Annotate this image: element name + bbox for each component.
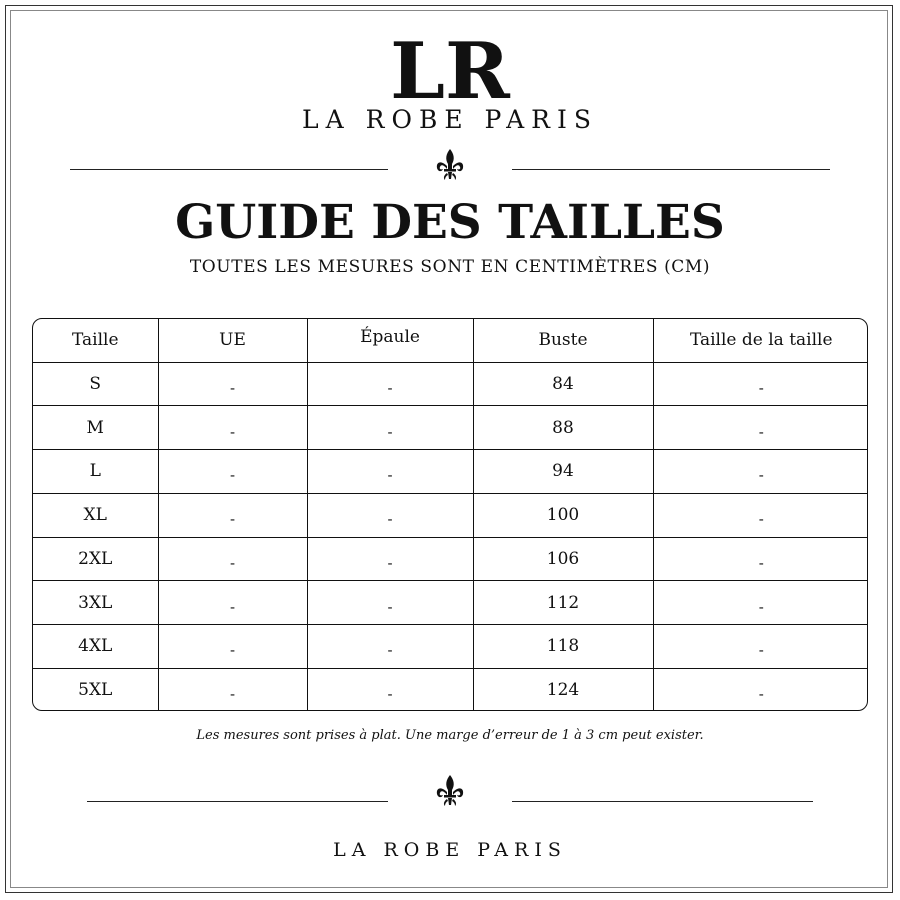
cell-eu: - (158, 668, 307, 711)
cell-size: M (33, 406, 158, 450)
cell-size: 4XL (33, 625, 158, 669)
cell-waist: - (653, 581, 868, 625)
bottom-divider-left (87, 801, 388, 802)
cell-bust: 84 (473, 362, 653, 406)
cell-size: 2XL (33, 537, 158, 581)
cell-bust: 100 (473, 493, 653, 537)
cell-eu: - (158, 581, 307, 625)
cell-bust: 106 (473, 537, 653, 581)
cell-size: 5XL (33, 668, 158, 711)
page-title: GUIDE DES TAILLES (175, 195, 725, 250)
cell-bust: 94 (473, 450, 653, 494)
cell-shoulder: - (307, 581, 473, 625)
cell-waist: - (653, 406, 868, 450)
cell-eu: - (158, 362, 307, 406)
table-row (33, 493, 868, 537)
cell-shoulder: - (307, 625, 473, 669)
fleur-de-lis-icon (435, 774, 465, 808)
cell-shoulder: - (307, 537, 473, 581)
cell-size: XL (33, 493, 158, 537)
table-row (33, 581, 868, 625)
cell-waist: - (653, 537, 868, 581)
table-row (33, 537, 868, 581)
page-subtitle: TOUTES LES MESURES SONT EN CENTIMÈTRES (CM) (189, 257, 711, 277)
measurement-note: Les mesures sont prises à plat. Une marge d’erreur de 1 à 3 cm peut exister. (196, 728, 704, 743)
table-row (33, 625, 868, 669)
cell-bust: 118 (473, 625, 653, 669)
header-taille: Taille (33, 319, 158, 362)
header-buste: Buste (473, 319, 653, 362)
cell-eu: - (158, 493, 307, 537)
cell-bust: 88 (473, 406, 653, 450)
cell-shoulder: - (307, 493, 473, 537)
cell-bust: 124 (473, 668, 653, 711)
cell-shoulder: - (307, 450, 473, 494)
cell-shoulder: - (307, 362, 473, 406)
cell-eu: - (158, 625, 307, 669)
size-table (32, 318, 868, 711)
divider-left (70, 169, 388, 170)
cell-eu: - (158, 406, 307, 450)
table-row (33, 450, 868, 494)
cell-waist: - (653, 493, 868, 537)
cell-size: 3XL (33, 581, 158, 625)
footer-brand-name: LA ROBE PARIS (333, 839, 567, 861)
table-row (33, 362, 868, 406)
brand-monogram: LR (390, 26, 510, 117)
cell-eu: - (158, 450, 307, 494)
header-epaule: Épaule (307, 319, 473, 362)
table-row (33, 406, 868, 450)
table-header-row (33, 319, 868, 362)
cell-waist: - (653, 625, 868, 669)
header-ue: UE (158, 319, 307, 362)
divider-right (512, 169, 830, 170)
cell-size: L (33, 450, 158, 494)
cell-waist: - (653, 450, 868, 494)
cell-shoulder: - (307, 406, 473, 450)
header-tour-de-taille: Taille de la taille (653, 319, 868, 362)
cell-eu: - (158, 537, 307, 581)
cell-waist: - (653, 362, 868, 406)
table-row (33, 668, 868, 711)
fleur-de-lis-icon (435, 148, 465, 182)
cell-waist: - (758, 685, 764, 704)
cell-bust: 112 (473, 581, 653, 625)
bottom-divider-right (512, 801, 813, 802)
cell-size: S (33, 362, 158, 406)
brand-name: LA ROBE PARIS (302, 105, 598, 134)
cell-shoulder: - (307, 668, 473, 711)
